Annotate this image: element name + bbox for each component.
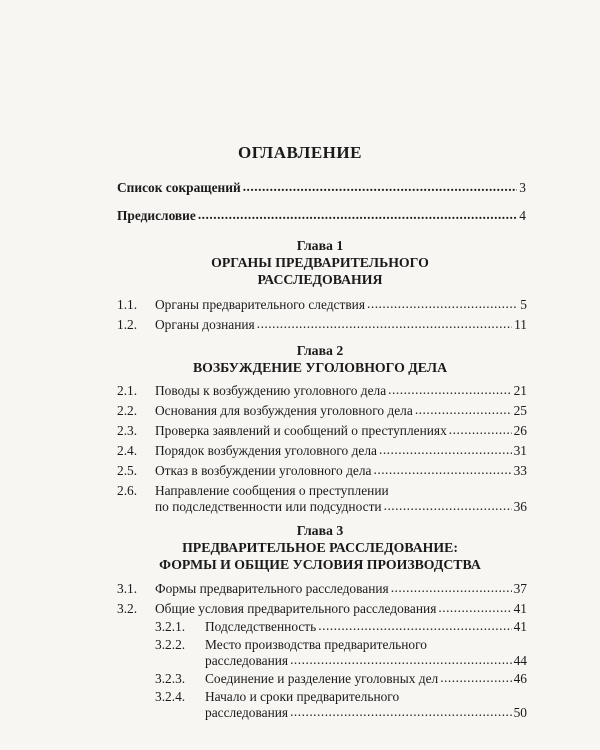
- toc-entry[interactable]: [117, 601, 527, 617]
- toc-entry[interactable]: [117, 403, 527, 419]
- toc-entry-label: Место производства предварительного: [205, 637, 427, 652]
- toc-entry-page: 3: [519, 180, 526, 195]
- chapter-1-heading: Глава 1: [296, 238, 344, 253]
- toc-entry[interactable]: [117, 423, 527, 439]
- toc-entry[interactable]: [117, 383, 527, 399]
- chapter-1-title-line2: РАССЛЕДОВАНИЯ: [257, 272, 383, 287]
- leader-dots: [388, 382, 511, 398]
- leader-dots: [243, 179, 518, 195]
- toc-entry-label: Направление сообщения о преступлении: [155, 483, 389, 498]
- toc-entry-label: Поводы к возбуждению уголовного дела: [155, 383, 387, 398]
- toc-entry-label: Начало и сроки предварительного: [205, 689, 400, 704]
- chapter-2-heading: Глава 2: [296, 343, 344, 358]
- toc-entry[interactable]: [117, 581, 527, 597]
- leader-dots: [415, 402, 512, 418]
- toc-entry-label: Соединение и разделение уголовных дел: [205, 671, 439, 686]
- toc-entry-label: Предисловие: [117, 208, 196, 223]
- leader-dots: [379, 442, 512, 458]
- toc-entry-number: 3.1.: [117, 581, 138, 596]
- leader-dots: [198, 207, 517, 223]
- toc-entry-label: Подследственность: [205, 619, 317, 634]
- leader-dots: [257, 316, 512, 332]
- chapter-3-title-line2: ФОРМЫ И ОБЩИЕ УСЛОВИЯ ПРОИЗВОДСТВА: [159, 557, 481, 572]
- toc-entry-label: Основания для возбуждения уголовного дела: [155, 403, 413, 418]
- toc-entry-label: Отказ в возбуждении уголовного дела: [155, 463, 372, 478]
- toc-entry-number: 2.2.: [117, 403, 138, 418]
- leader-dots: [318, 618, 511, 634]
- toc-entry-number: 3.2.4.: [155, 689, 186, 704]
- leader-dots: [449, 422, 512, 438]
- toc-entry-number: 3.2.2.: [155, 637, 186, 652]
- toc-entry-label: Формы предварительного расследования: [155, 581, 389, 596]
- leader-dots: [367, 296, 518, 312]
- toc-entry-number: 2.6.: [117, 483, 138, 498]
- toc-entry-label-line2: расследования: [205, 653, 289, 668]
- toc-entry-page: 31: [513, 443, 527, 458]
- toc-entry-label: Порядок возбуждения уголовного дела: [155, 443, 377, 458]
- toc-entry-number: 2.4.: [117, 443, 138, 458]
- leader-dots: [374, 462, 512, 478]
- leader-dots: [438, 600, 511, 616]
- toc-entry-page: 44: [513, 653, 527, 668]
- toc-entry[interactable]: [117, 297, 527, 313]
- toc-subentry[interactable]: [155, 671, 527, 687]
- chapter-3-heading: Глава 3: [296, 523, 344, 538]
- toc-entry[interactable]: [117, 317, 527, 333]
- toc-entry-number: 2.5.: [117, 463, 138, 478]
- toc-entry-label: Органы предварительного следствия: [155, 297, 365, 312]
- toc-entry[interactable]: [117, 463, 527, 479]
- toc-entry-number: 2.3.: [117, 423, 138, 438]
- toc-entry-number: 2.1.: [117, 383, 138, 398]
- toc-entry-label-line2: по подследственности или подсудности: [155, 499, 382, 514]
- toc-subentry[interactable]: [205, 653, 527, 669]
- leader-dots: [384, 498, 512, 514]
- leader-dots: [440, 670, 511, 686]
- toc-entry-number: 3.2.1.: [155, 619, 186, 634]
- toc-entry-page: 26: [513, 423, 527, 438]
- toc-entry-label: Список сокращений: [117, 180, 241, 195]
- leader-dots: [391, 580, 512, 596]
- toc-entry-label: Общие условия предварительного расследования: [155, 601, 437, 616]
- toc-entry-page: 36: [513, 499, 527, 514]
- toc-entry-page: 46: [513, 671, 527, 686]
- toc-entry-page: 50: [513, 705, 527, 720]
- chapter-2-title: ВОЗБУЖДЕНИЕ УГОЛОВНОГО ДЕЛА: [192, 360, 448, 375]
- toc-subentry[interactable]: [155, 619, 527, 635]
- toc-entry-number: 1.2.: [117, 317, 138, 332]
- toc-entry-number: 3.2.3.: [155, 671, 186, 686]
- toc-subentry[interactable]: [205, 705, 527, 721]
- leader-dots: [290, 704, 512, 720]
- page-title: ОГЛАВЛЕНИЕ: [238, 143, 362, 162]
- toc-entry-number: 3.2.: [117, 601, 138, 616]
- toc-entry-label: Проверка заявлений и сообщений о преступлениях: [155, 423, 447, 438]
- toc-entry-number: 1.1.: [117, 297, 138, 312]
- toc-entry-page: 4: [519, 208, 526, 223]
- toc-entry-page: 25: [513, 403, 527, 418]
- toc-entry[interactable]: [117, 443, 527, 459]
- toc-entry-page: 33: [513, 463, 527, 478]
- toc-entry-page: 11: [514, 317, 527, 332]
- toc-entry-page: 41: [513, 601, 527, 616]
- toc-entry-abbreviations[interactable]: [117, 180, 526, 196]
- toc-entry-page: 5: [520, 297, 527, 312]
- chapter-1-title: ОРГАНЫ ПРЕДВАРИТЕЛЬНОГО: [211, 255, 429, 270]
- toc-entry-label: Органы дознания: [155, 317, 255, 332]
- toc-entry-preface[interactable]: [117, 208, 526, 224]
- toc-entry-page: 21: [513, 383, 527, 398]
- chapter-3-title: ПРЕДВАРИТЕЛЬНОЕ РАССЛЕДОВАНИЕ:: [182, 540, 458, 555]
- toc-entry[interactable]: [155, 499, 527, 515]
- toc-entry-page: 41: [513, 619, 527, 634]
- toc-entry-label-line2: расследования: [205, 705, 289, 720]
- leader-dots: [290, 652, 512, 668]
- toc-entry-page: 37: [513, 581, 527, 596]
